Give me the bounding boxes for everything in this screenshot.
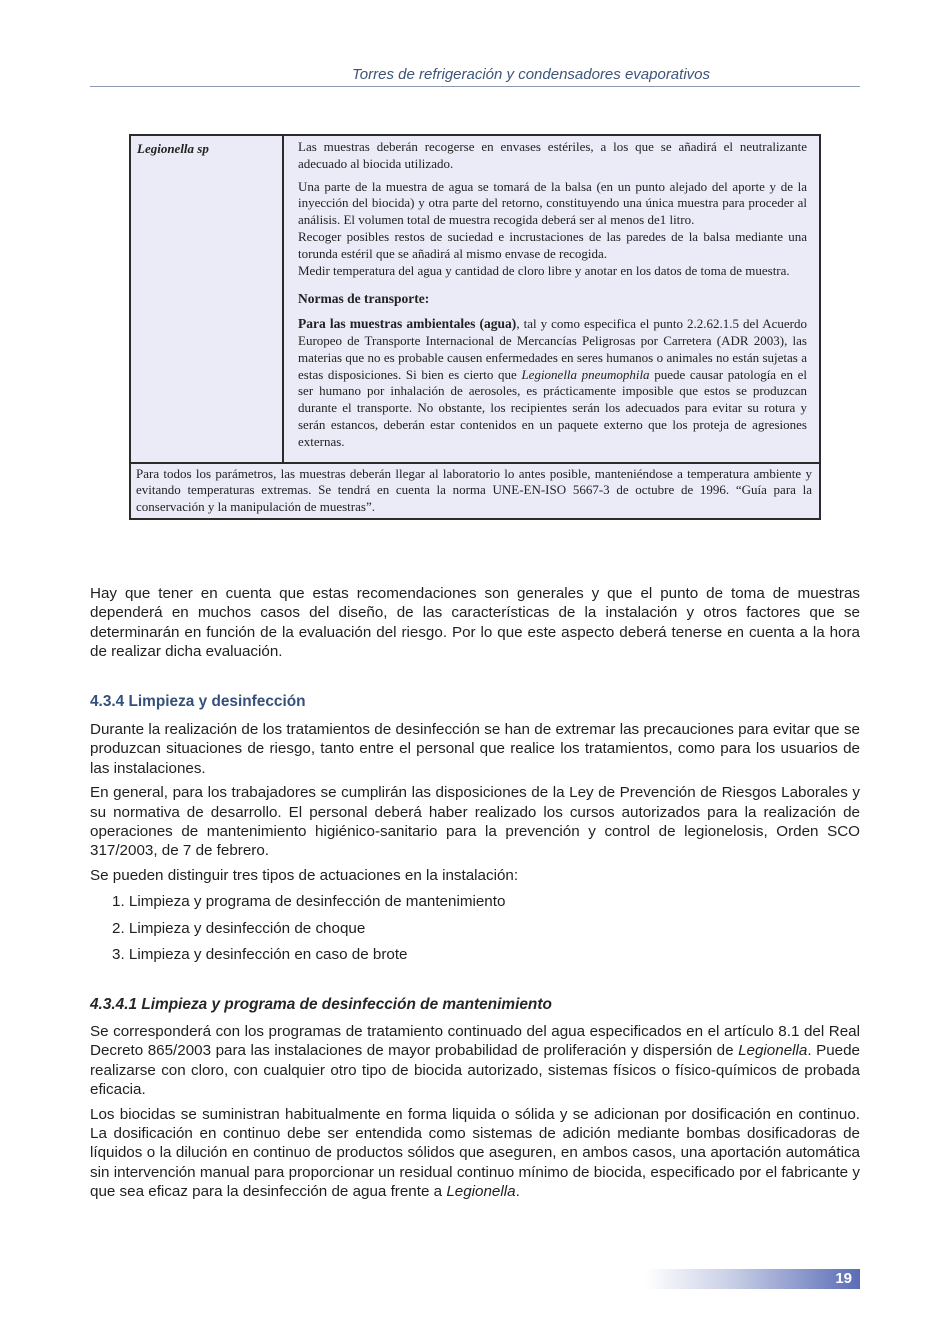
subsection-paragraph (90, 1105, 860, 1202)
species-name: Legionella pneumophila (521, 366, 650, 382)
paragraph-text: Se corresponderá con los programas de tratamiento continuado del agua especificados en el artículo 8.1 del Real Decreto 865/2003 para las instalaciones de mayor probabilidad de proliferación y dispersión de (90, 1023, 860, 1060)
transport-heading: Normas de transporte: (298, 291, 430, 307)
transport-text: , tal y como especifica el punto 2.2.62.1.5 del Acuerdo Europeo de Transporte Internacional de Mercancías Peligrosas por Carretera (ADR 2003), las materias que no es probable causen enfermedades en seres humanos o animales no están sujetas a estas disposiciones. Si bien es cierto que (298, 316, 807, 382)
instruction-paragraph: Medir temperatura del agua y cantidad de cloro libre y anotar en los datos de toma de muestra. (298, 262, 790, 278)
intro-block (90, 584, 860, 667)
header-rule (90, 86, 860, 87)
sampling-instructions (283, 135, 820, 463)
parameter-label: Legionella sp (130, 135, 283, 463)
page-number: 19 (835, 1270, 852, 1287)
paragraph-text: . Puede realizarse con cloro, con cualquier otro tipo de biocida autorizado, sistemas físicos o físico-químicos de probada eficacia. (90, 1042, 861, 1099)
subsection-body (90, 1022, 860, 1207)
intro-paragraph: Hay que tener en cuenta que estas recomendaciones son generales y que el punto de toma de muestras dependerá en muchos casos del diseño, de las características de la instalación y otros factores que se determinarán en función de la evaluación del riesgo. Por lo que este aspecto deberá tenerse en cuenta a la hora de realizar dicha evaluación. (90, 585, 860, 661)
list-item: 1. Limpieza y programa de desinfección de mantenimiento (112, 893, 506, 911)
section-title: 4.3.4 Limpieza y desinfección (90, 693, 306, 710)
section-paragraph: Se pueden distinguir tres tipos de actuaciones en la instalación: (90, 866, 519, 884)
running-header: Torres de refrigeración y condensadores evaporativos (352, 66, 710, 83)
general-note: Para todos los parámetros, las muestras deberán llegar al laboratorio lo antes posible, manteniéndose a temperatura ambiente y evitando temperaturas extremas. Se tendrá en cuenta la norma UNE-EN-ISO 5667-3 de octubre de 1996. “Guía para la conservación y la manipulación de muestras”. (130, 463, 820, 519)
species-name: Legionella (738, 1042, 808, 1060)
species-name: Legionella (446, 1183, 516, 1201)
paragraph-text: . (515, 1183, 520, 1201)
transport-text: puede causar patología en el ser humano por inhalación de aerosoles, es prácticamente imposible que estos se produzcan durante el transporte. No obstante, los recipientes serán los adecuados para evitar su rotura y serán estancos, deberán estar contenidos en un paquete externo que los proteja de agresiones externas. (298, 366, 807, 449)
section-paragraph: Durante la realización de los tratamientos de desinfección se han de extremar las precauciones para evitar que se produzcan situaciones de riesgo, tanto entre el personal que realice los tratamientos, como para los usuarios de las instalaciones. (90, 721, 860, 777)
instruction-paragraph: Recoger posibles restos de suciedad e incrustaciones de las paredes de la balsa mediante una torunda estéril que se añadirá al mismo envase de recogida. (298, 228, 807, 261)
section-paragraph: En general, para los trabajadores se cumplirán las disposiciones de la Ley de Prevención de Riesgos Laborales y su normativa de desarrollo. El personal deberá haber realizado los cursos autorizados para la realización de operaciones de mantenimiento higiénico-sanitario para la prevención y control de legionelosis, Orden SCO 317/2003, de 7 de febrero. (90, 784, 860, 860)
sampling-table (129, 134, 821, 520)
subsection-title: 4.3.4.1 Limpieza y programa de desinfección de mantenimiento (90, 996, 552, 1013)
transport-lead: Para las muestras ambientales (agua) (298, 316, 517, 332)
paragraph-text: Los biocidas se suministran habitualmente en forma liquida o sólida y se adicionan por dosificación en continuo. La dosificación en continuo debe ser entendida como sistemas de adición mediante bombas dosificadoras de líquidos o la dilución en continuo de productos sólidos que aseguren, en ambos casos, una aportación automática sin intervención manual para proporcionar un residual continuo mínimo de biocida, especificado por el fabricante y que sea eficaz para la desinfección de agua frente a (90, 1105, 860, 1201)
actions-list (90, 892, 860, 964)
instruction-paragraph: Las muestras deberán recogerse en envases estériles, a los que se añadirá el neutralizante adecuado al biocida utilizado. (298, 139, 807, 171)
table-row (130, 135, 820, 463)
instruction-paragraph: Una parte de la muestra de agua se tomará de la balsa (en un punto alejado del aporte y de la inyección del biocida) y otra parte del retorno, constituyendo una única muestra para proceder al análisis. El volumen total de muestra recogida deberá ser al menos de1 litro. (298, 178, 807, 228)
transport-paragraph (298, 316, 807, 450)
list-item: 3. Limpieza y desinfección en caso de brote (112, 946, 408, 964)
footer-bar (645, 1269, 860, 1289)
subsection-paragraph (90, 1022, 860, 1100)
list-item: 2. Limpieza y desinfección de choque (112, 919, 366, 937)
table-row (130, 463, 820, 519)
section-body (90, 720, 860, 971)
